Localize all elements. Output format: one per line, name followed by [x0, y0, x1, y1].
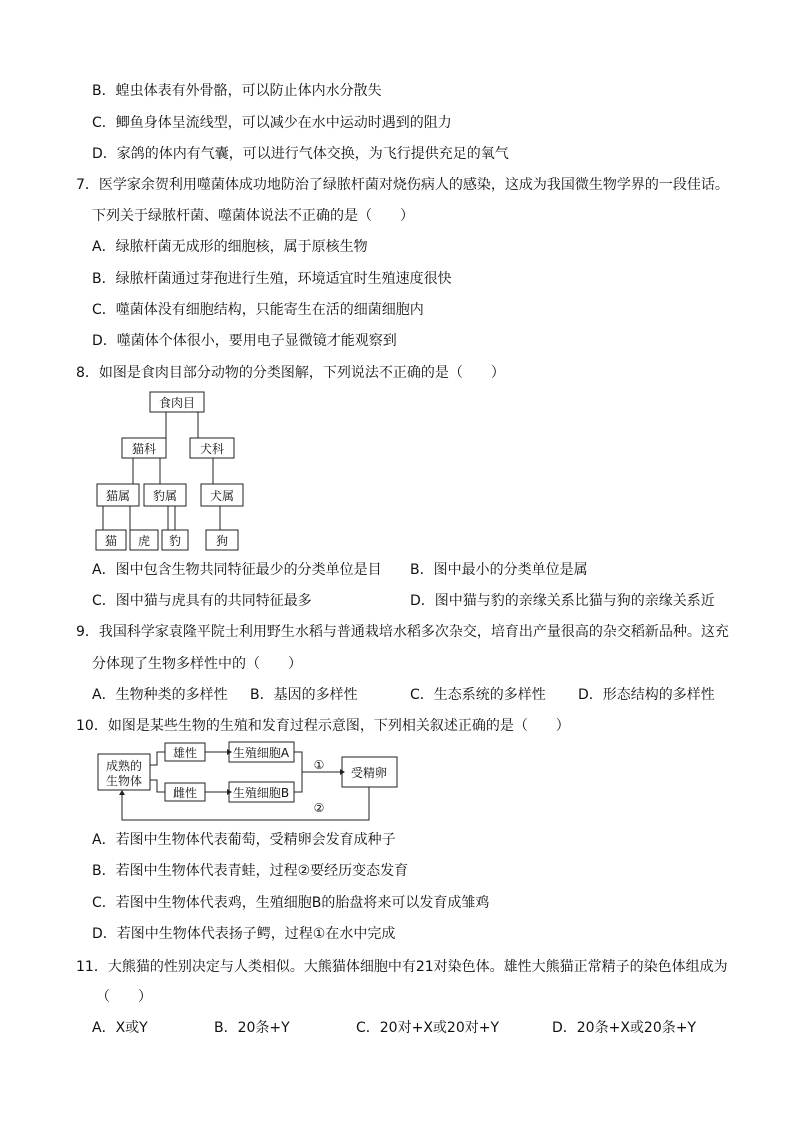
q10-option-a: A．若图中生物体代表葡萄，受精卵会发育成种子 — [92, 832, 396, 848]
q6-option-b: B．蝗虫体表有外骨骼，可以防止体内水分散失 — [92, 83, 382, 99]
cell-a-label: 生殖细胞A — [232, 746, 290, 760]
family-label-dog: 犬科 — [199, 442, 225, 456]
family-label-cat: 猫科 — [131, 442, 157, 456]
order-label: 食肉目 — [158, 396, 196, 410]
q8-option-d: D．图中猫与豹的亲缘关系比猫与狗的亲缘关系近 — [410, 593, 715, 609]
male-label: 雄性 — [172, 746, 198, 760]
q11-stem-line1: 11．大熊猫的性别决定与人类相似。大熊猫体细胞中有21对染色体。雄性大熊猫正常精子的染色体组成为 — [76, 959, 728, 975]
q8-option-b: B．图中最小的分类单位是属 — [410, 562, 588, 578]
q8-stem: 8．如图是食肉目部分动物的分类图解，下列说法不正确的是（ ） — [76, 365, 505, 381]
q7-option-d: D．噬菌体个体很小，要用电子显微镜才能观察到 — [92, 333, 397, 349]
q11-option-a: A．X或Y — [92, 1020, 148, 1036]
q7-stem-line1: 7．医学家余贺利用噬菌体成功地防治了绿脓杆菌对烧伤病人的感染，这成为我国微生物学界的一段佳话。 — [76, 177, 729, 193]
mature-label-line1: 成熟的 — [105, 759, 143, 773]
q11-option-c: C．20对+X或20对+Y — [356, 1020, 500, 1036]
q10-option-d: D．若图中生物体代表扬子鳄，过程①在水中完成 — [92, 926, 396, 942]
q7-option-a: A．绿脓杆菌无成形的细胞核，属于原核生物 — [92, 239, 368, 255]
q9-option-c: C．生态系统的多样性 — [410, 687, 546, 703]
mature-label-line2: 生物体 — [105, 774, 143, 788]
q11-stem-line2: （ ） — [96, 989, 152, 1005]
q10-stem: 10．如图是某些生物的生殖和发育过程示意图，下列相关叙述正确的是（ ） — [76, 718, 570, 734]
q8-option-c: C．图中猫与虎具有的共同特征最多 — [92, 593, 312, 609]
q9-stem-line2: 分体现了生物多样性中的（ ） — [92, 656, 302, 672]
species-label-dog: 狗 — [215, 534, 229, 548]
species-label-cat: 猫 — [104, 534, 118, 548]
q7-option-c: C．噬菌体没有细胞结构，只能寄生在活的细菌细胞内 — [92, 302, 424, 318]
q6-option-d: D．家鸽的体内有气囊，可以进行气体交换，为飞行提供充足的氧气 — [92, 146, 509, 162]
q10-option-b: B．若图中生物体代表青蛙，过程②要经历变态发育 — [92, 863, 409, 879]
q9-stem-line1: 9．我国科学家袁隆平院士利用野生水稻与普通栽培水稻多次杂交，培育出产量很高的杂交稻新品种。这充 — [76, 624, 729, 640]
q10-option-c: C．若图中生物体代表鸡，生殖细胞B的胎盘将来可以发育成雏鸡 — [92, 895, 490, 911]
q9-option-b: B．基因的多样性 — [250, 687, 358, 703]
zygote-label: 受精卵 — [350, 766, 388, 780]
q7-option-b: B．绿脓杆菌通过芽孢进行生殖，环境适宜时生殖速度很快 — [92, 271, 452, 287]
female-label: 雌性 — [172, 786, 198, 800]
cell-b-label: 生殖细胞B — [232, 786, 290, 800]
step2-label: ② — [313, 801, 325, 815]
genus-label-felis: 猫属 — [105, 489, 131, 503]
step1-label: ① — [313, 758, 325, 772]
q6-option-c: C．鲫鱼身体呈流线型，可以减少在水中运动时遇到的阻力 — [92, 115, 452, 131]
q11-option-b: B．20条+Y — [214, 1020, 290, 1036]
q11-option-d: D．20条+X或20条+Y — [552, 1020, 697, 1036]
species-label-leopard: 豹 — [168, 534, 182, 548]
genus-label-canis: 犬属 — [209, 489, 235, 503]
q7-stem-line2: 下列关于绿脓杆菌、噬菌体说法不正确的是（ ） — [92, 208, 414, 224]
q9-option-d: D．形态结构的多样性 — [578, 687, 715, 703]
q9-option-a: A．生物种类的多样性 — [92, 687, 228, 703]
genus-label-panthera: 豹属 — [152, 489, 178, 503]
q8-option-a: A．图中包含生物共同特征最少的分类单位是目 — [92, 562, 382, 578]
species-label-tiger: 虎 — [137, 534, 151, 548]
